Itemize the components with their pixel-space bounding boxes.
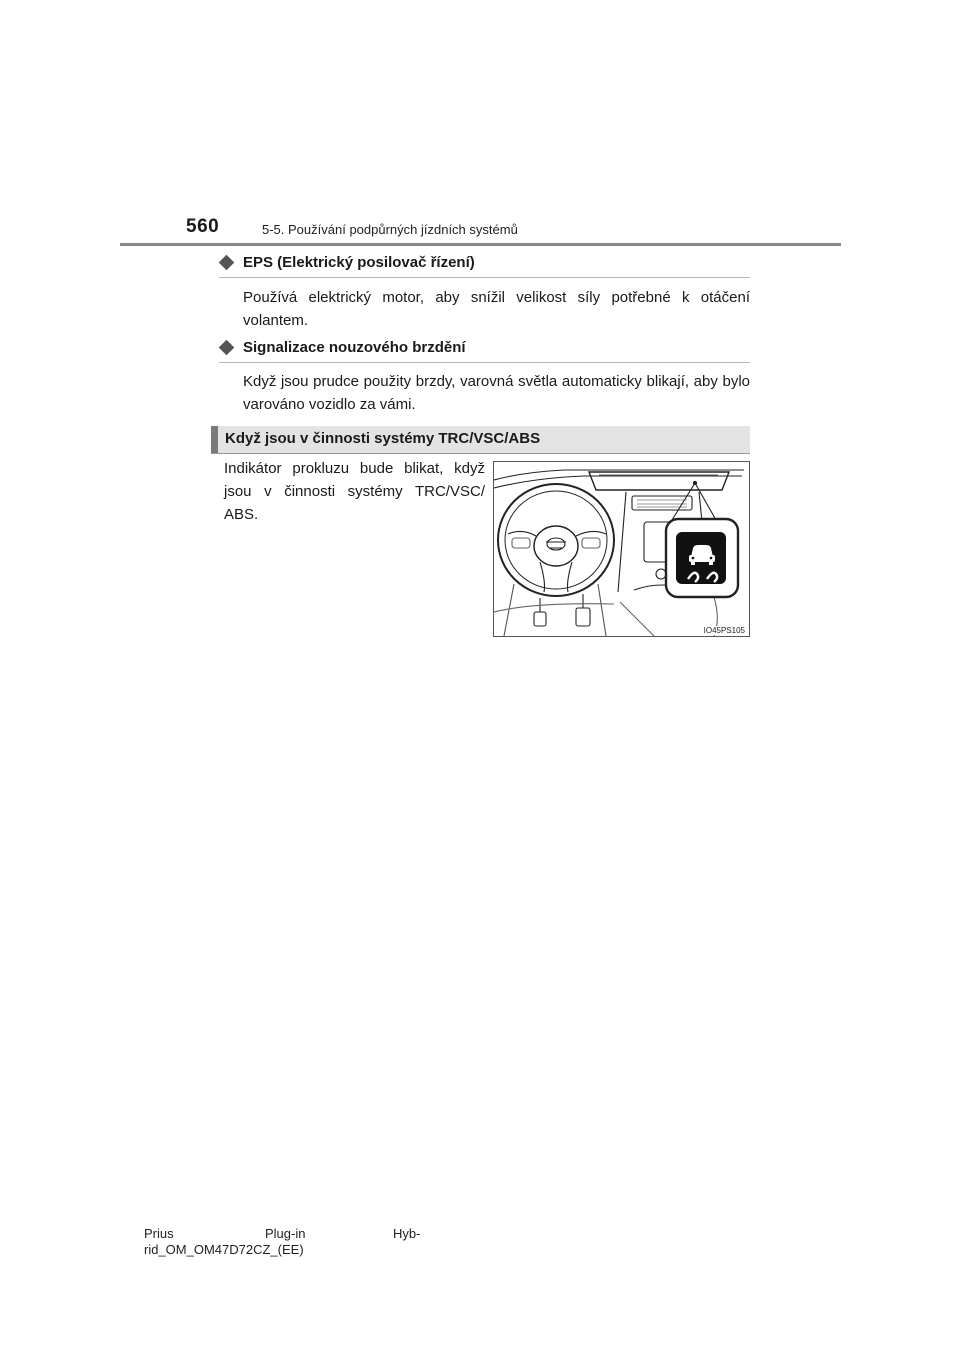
dashboard-figure — [493, 461, 750, 637]
section-bar-accent — [211, 426, 218, 453]
footer-model: Prius — [144, 1226, 174, 1241]
eps-paragraph: Používá elektrický motor, aby snížil velikost síly potřebné k otáčení volantem. — [243, 289, 750, 329]
footer-doc-id: rid_OM_OM47D72CZ_(EE) — [144, 1242, 304, 1257]
header-rule — [120, 243, 841, 246]
section-bar-title: Když jsou v činnosti systémy TRC/VSC/ABS — [225, 430, 541, 447]
section-bar-trc — [211, 426, 750, 454]
diamond-bullet-icon — [219, 340, 235, 356]
footer — [144, 1226, 434, 1258]
subhead-title: Signalizace nouzového brzdění — [243, 339, 466, 356]
figure-code: IO45PS105 — [703, 626, 745, 635]
footer-variant: Plug-in — [265, 1226, 306, 1241]
page-number: 560 — [186, 216, 220, 237]
slip-indicator-icon — [494, 462, 749, 636]
chapter-title: 5-5. Používání podpůrných jízdních systémů — [262, 222, 518, 237]
trc-paragraph: Indikátor prokluzu bude blikat, když jsou v činnosti systémy TRC/VSC/ ABS. — [224, 460, 485, 523]
subhead-emergency-brake — [219, 338, 750, 363]
emergency-brake-paragraph: Když jsou prudce použity brzdy, varovná světla automaticky blikají, aby bylo varováno vozidlo za vámi. — [243, 373, 750, 413]
footer-type: Hyb- — [393, 1226, 421, 1241]
subhead-eps — [219, 253, 750, 278]
subhead-title: EPS (Elektrický posilovač řízení) — [243, 254, 475, 271]
diamond-bullet-icon — [219, 255, 235, 271]
